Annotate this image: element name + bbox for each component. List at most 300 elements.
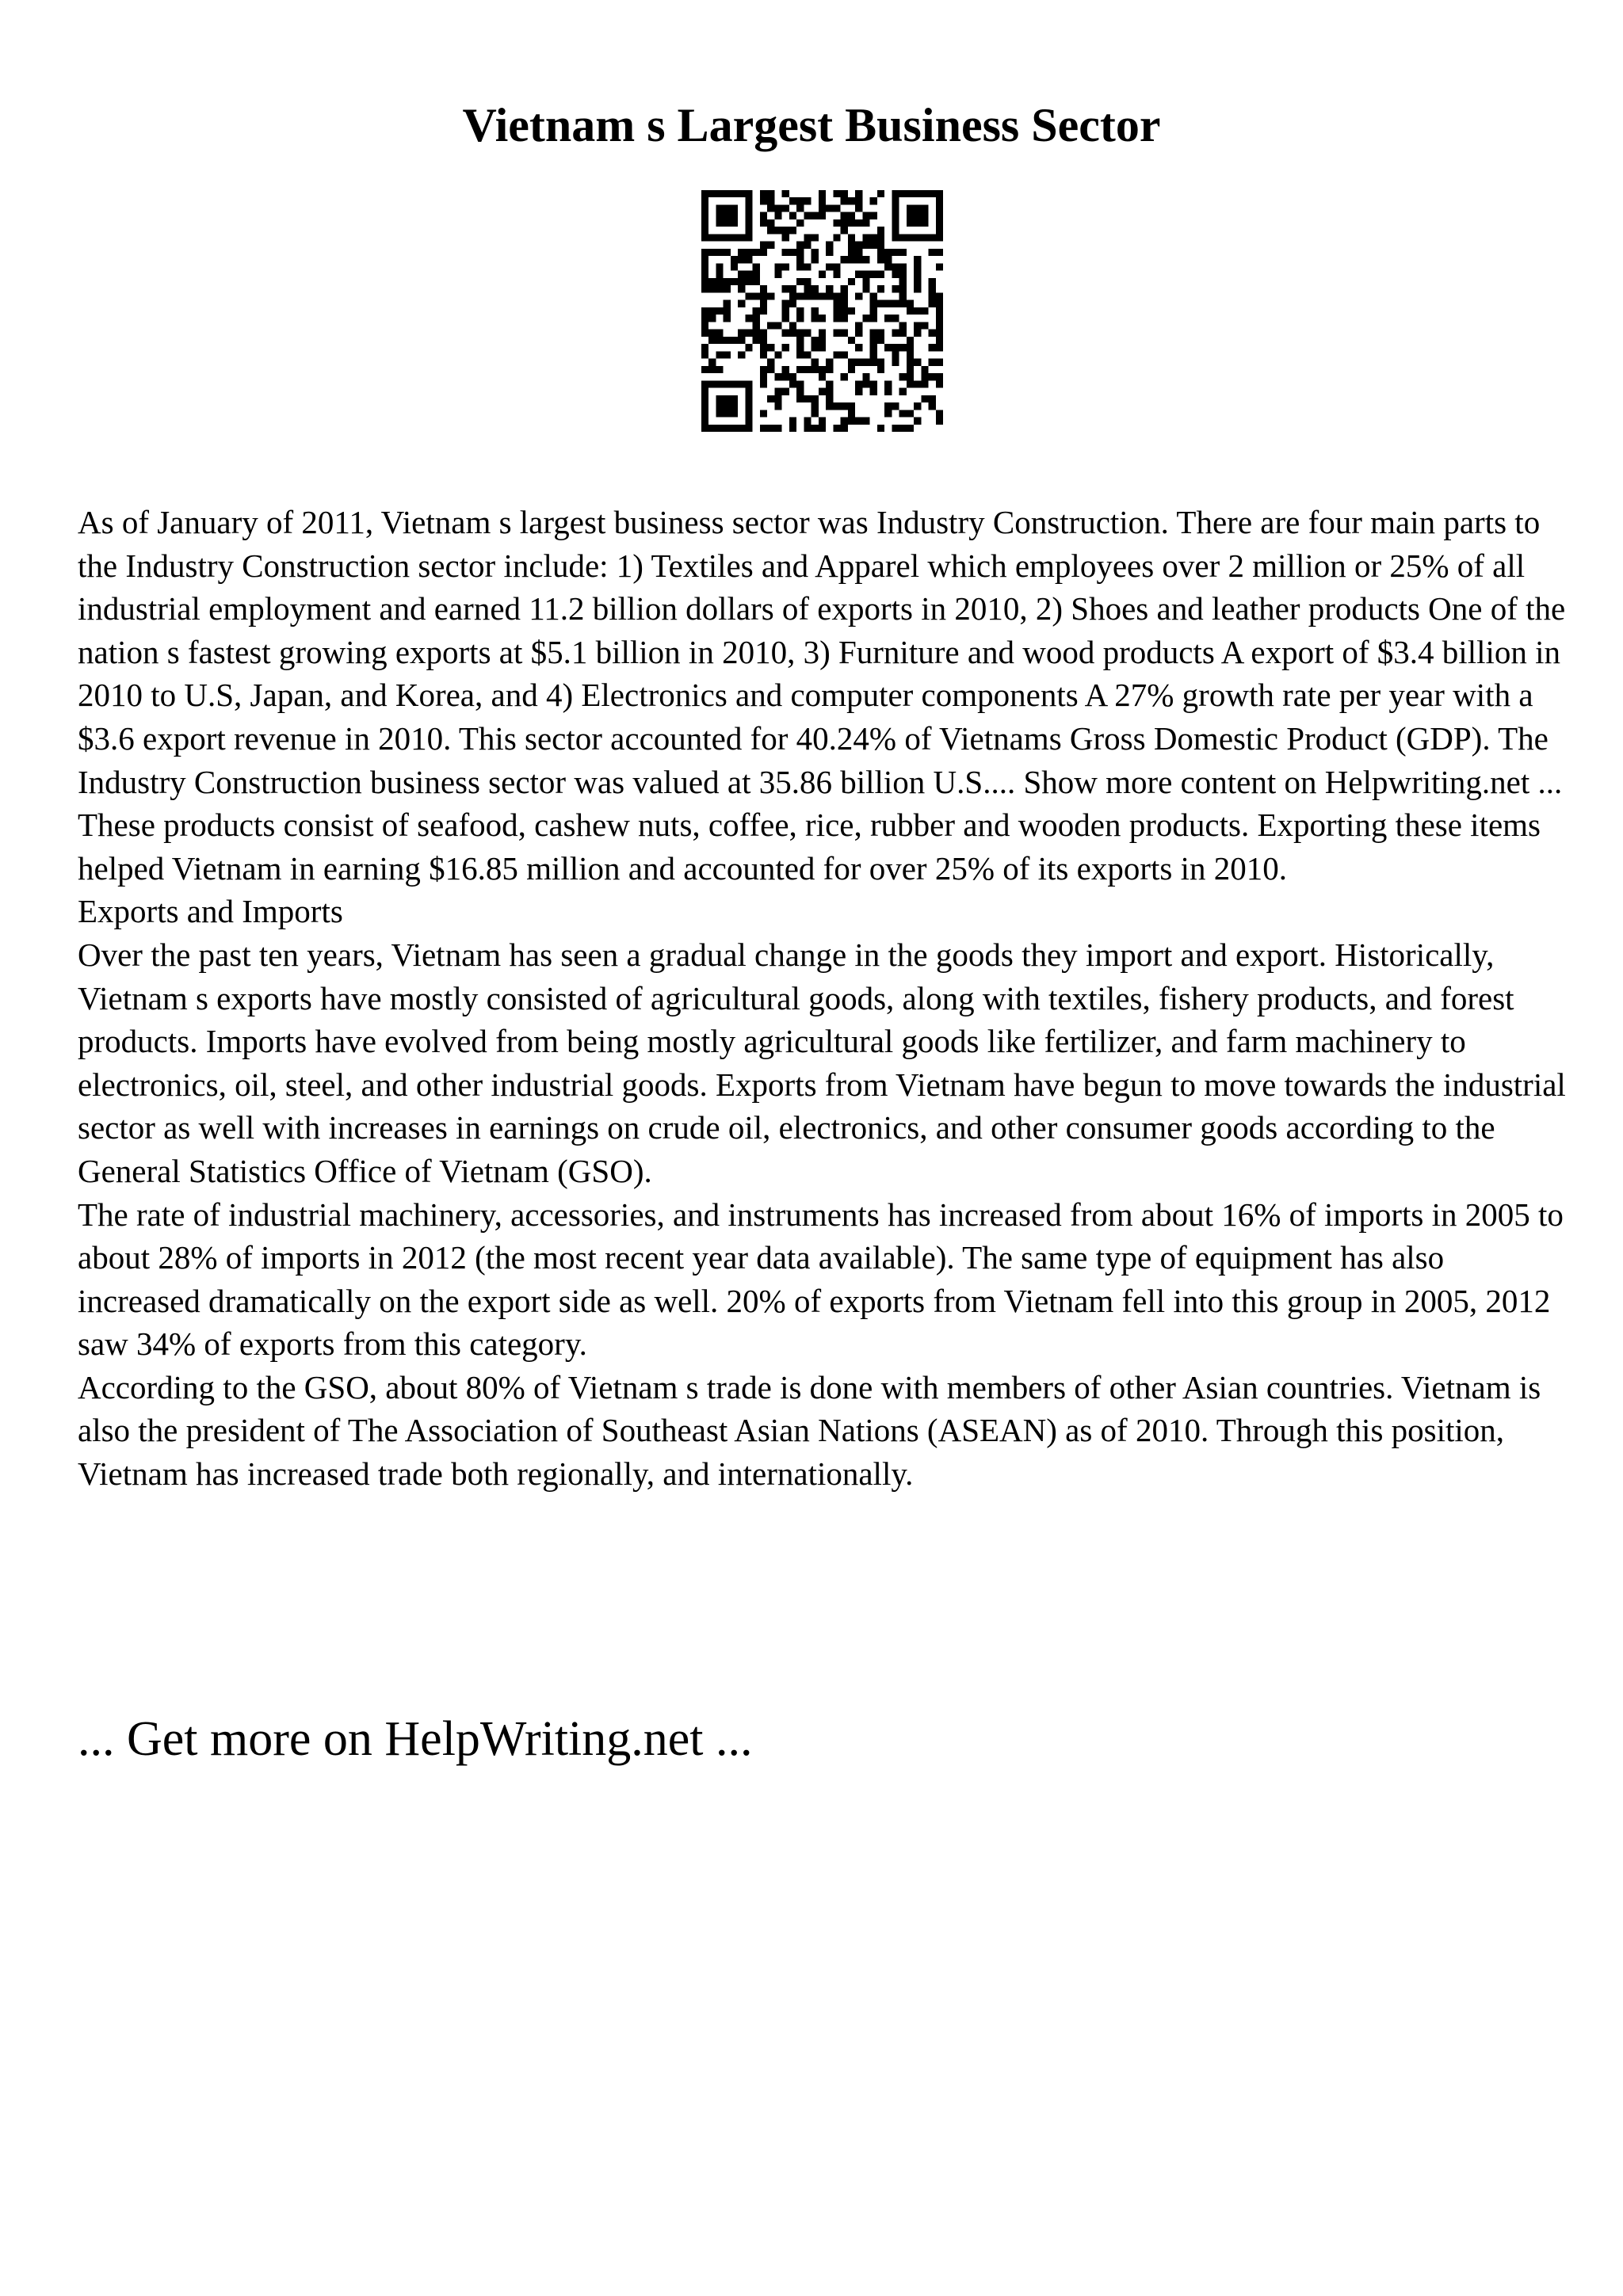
qr-module <box>708 285 716 292</box>
qr-module <box>716 307 723 315</box>
qr-module <box>921 234 928 241</box>
qr-module <box>731 204 738 212</box>
qr-module <box>796 256 804 263</box>
qr-module <box>745 292 752 299</box>
qr-module <box>745 315 752 322</box>
qr-module <box>892 227 899 234</box>
qr-module <box>892 300 899 307</box>
qr-module <box>929 359 936 366</box>
qr-module <box>708 249 716 256</box>
qr-module <box>745 425 752 432</box>
qr-module <box>877 242 884 249</box>
qr-module <box>819 344 826 351</box>
qr-module <box>796 344 804 351</box>
qr-module <box>782 388 789 395</box>
qr-module <box>877 285 884 292</box>
qr-module <box>745 249 752 256</box>
qr-module <box>870 359 877 366</box>
qr-module <box>862 242 869 249</box>
qr-module <box>833 292 840 299</box>
qr-module <box>826 366 833 373</box>
qr-module <box>731 425 738 432</box>
qr-module <box>892 271 899 278</box>
qr-module <box>724 315 731 322</box>
qr-module <box>767 197 774 204</box>
qr-module <box>826 395 833 402</box>
qr-module <box>701 344 708 351</box>
qr-module <box>804 425 811 432</box>
qr-module <box>877 227 884 234</box>
qr-module <box>929 395 936 402</box>
qr-module <box>767 425 774 432</box>
qr-module <box>870 197 877 204</box>
page-title: Vietnam s Largest Business Sector <box>462 99 1161 151</box>
qr-module <box>789 249 796 256</box>
qr-module <box>907 234 914 241</box>
qr-module <box>782 227 789 234</box>
qr-module <box>701 204 708 212</box>
qr-module <box>796 366 804 373</box>
qr-module <box>848 249 855 256</box>
qr-module <box>929 249 936 256</box>
qr-module <box>782 373 789 380</box>
qr-module <box>701 380 708 387</box>
qr-module <box>907 190 914 197</box>
qr-module <box>708 337 716 344</box>
qr-module <box>812 307 819 315</box>
qr-module <box>936 344 943 351</box>
qr-module <box>921 219 928 227</box>
qr-module <box>782 344 789 351</box>
qr-module <box>796 307 804 315</box>
qr-module <box>701 366 708 373</box>
qr-module <box>877 256 884 263</box>
qr-module <box>738 285 745 292</box>
qr-module <box>899 410 907 417</box>
qr-module <box>892 285 899 292</box>
qr-module <box>760 380 767 387</box>
qr-module <box>701 330 708 337</box>
qr-module <box>833 190 840 197</box>
qr-module <box>826 249 833 256</box>
qr-module <box>833 300 840 307</box>
qr-module <box>936 300 943 307</box>
qr-module <box>753 322 760 329</box>
qr-module <box>921 322 928 329</box>
qr-module <box>753 263 760 270</box>
qr-module <box>870 315 877 322</box>
qr-module <box>731 212 738 219</box>
qr-module <box>745 410 752 417</box>
qr-module <box>738 234 745 241</box>
qr-module <box>701 197 708 204</box>
qr-module <box>899 425 907 432</box>
qr-module <box>892 330 899 337</box>
qr-module <box>708 307 716 315</box>
qr-module <box>767 292 774 299</box>
qr-module <box>804 292 811 299</box>
qr-module <box>855 344 862 351</box>
qr-module <box>862 418 869 425</box>
qr-module <box>701 234 708 241</box>
qr-module <box>753 271 760 278</box>
qr-module <box>812 425 819 432</box>
qr-module <box>767 359 774 366</box>
qr-module <box>819 190 826 197</box>
qr-module <box>936 219 943 227</box>
qr-module <box>796 197 804 204</box>
qr-module <box>914 285 921 292</box>
qr-module <box>841 256 848 263</box>
qr-module <box>708 190 716 197</box>
qr-module <box>812 292 819 299</box>
paragraph-products: These products consist of seafood, cashew nuts, coffee, rice, rubber and wooden products. Exporting these items helped Vietnam in earning $16.85 million and accounted for over 25% of its exports in 2010. <box>78 807 1541 887</box>
qr-module <box>892 425 899 432</box>
qr-module <box>855 249 862 256</box>
qr-module <box>907 204 914 212</box>
article-body <box>78 501 1568 1496</box>
qr-module <box>862 315 869 322</box>
qr-module <box>855 388 862 395</box>
qr-module <box>774 388 781 395</box>
qr-module <box>789 300 796 307</box>
qr-module <box>760 425 767 432</box>
qr-module <box>833 402 840 410</box>
qr-module <box>929 278 936 285</box>
qr-module <box>789 425 796 432</box>
qr-module <box>789 285 796 292</box>
qr-module <box>848 212 855 219</box>
qr-module <box>929 285 936 292</box>
qr-module <box>862 359 869 366</box>
qr-module <box>877 366 884 373</box>
qr-module <box>796 242 804 249</box>
qr-module <box>812 234 819 241</box>
qr-module <box>796 204 804 212</box>
qr-module <box>877 249 884 256</box>
qr-code-graphic <box>701 190 943 432</box>
qr-module <box>841 425 848 432</box>
qr-module <box>701 278 708 285</box>
qr-module <box>760 212 767 219</box>
qr-module <box>804 263 811 270</box>
qr-module <box>753 330 760 337</box>
qr-module <box>914 212 921 219</box>
qr-module <box>716 337 723 344</box>
qr-module <box>914 359 921 366</box>
qr-module <box>789 292 796 299</box>
qr-module <box>724 212 731 219</box>
qr-module <box>848 307 855 315</box>
qr-module <box>731 190 738 197</box>
qr-module <box>804 278 811 285</box>
qr-module <box>855 359 862 366</box>
qr-module <box>724 219 731 227</box>
qr-module <box>760 366 767 373</box>
paragraph-intro: As of January of 2011, Vietnam s largest business sector was Industry Construction. There are four main parts to the Industry Construction sector include: 1) Textiles and Apparel which employees over 2 million or 25% of all industrial employment and earned 11.2 billion dollars of exports in 2010, 2) Shoes and leather products One of the nation s fastest growing exports at $5.1 billion in 2010, 3) Furniture and wood products A export of $3.4 billion in 2010 to U.S, Japan, and Korea, and 4) Electronics and computer components A 27% growth rate per year with a $3.6 export revenue in 2010. This sector accounted for 40.24% of Vietnams Gross Domestic Product (GDP). The Industry Construction business sector was valued at 35.86 billion U.S.... Show more content on Helpwriting.net ... <box>78 504 1566 800</box>
qr-module <box>892 197 899 204</box>
qr-module <box>819 425 826 432</box>
qr-module <box>899 285 907 292</box>
qr-module <box>862 271 869 278</box>
qr-module <box>731 395 738 402</box>
qr-module <box>760 197 767 204</box>
qr-module <box>796 278 804 285</box>
qr-module <box>804 197 811 204</box>
qr-module <box>921 380 928 387</box>
qr-module <box>767 219 774 227</box>
qr-module <box>914 418 921 425</box>
qr-module <box>870 380 877 387</box>
qr-module <box>738 278 745 285</box>
qr-module <box>782 307 789 315</box>
qr-module <box>745 190 752 197</box>
qr-module <box>936 410 943 417</box>
qr-module <box>914 322 921 329</box>
qr-module <box>701 418 708 425</box>
qr-module <box>884 344 892 351</box>
qr-module <box>855 380 862 387</box>
qr-module <box>731 402 738 410</box>
qr-module <box>826 285 833 292</box>
qr-module <box>753 292 760 299</box>
qr-module <box>819 337 826 344</box>
qr-module <box>907 337 914 344</box>
qr-module <box>936 380 943 387</box>
qr-module <box>892 234 899 241</box>
qr-module <box>701 425 708 432</box>
qr-module <box>782 300 789 307</box>
qr-module <box>708 234 716 241</box>
qr-module <box>745 204 752 212</box>
qr-module <box>782 190 789 197</box>
qr-module <box>862 256 869 263</box>
qr-module <box>819 366 826 373</box>
qr-module <box>877 337 884 344</box>
get-more-link[interactable]: ... Get more on HelpWriting.net ... <box>78 1712 753 1766</box>
qr-module <box>899 344 907 351</box>
qr-module <box>914 219 921 227</box>
qr-module <box>708 425 716 432</box>
qr-module <box>936 212 943 219</box>
qr-module <box>789 418 796 425</box>
qr-module <box>760 373 767 380</box>
qr-module <box>848 219 855 227</box>
qr-module <box>899 330 907 337</box>
qr-module <box>884 402 892 410</box>
qr-module <box>819 292 826 299</box>
qr-module <box>841 351 848 358</box>
qr-module <box>745 219 752 227</box>
qr-module <box>936 315 943 322</box>
qr-module <box>796 380 804 387</box>
qr-module <box>701 388 708 395</box>
qr-module <box>929 300 936 307</box>
qr-module <box>936 197 943 204</box>
qr-module <box>716 204 723 212</box>
qr-module <box>929 344 936 351</box>
qr-module <box>848 366 855 373</box>
qr-module <box>907 380 914 387</box>
qr-module <box>921 307 928 315</box>
qr-module <box>745 344 752 351</box>
qr-module <box>921 373 928 380</box>
qr-module <box>804 212 811 219</box>
qr-module <box>870 351 877 358</box>
qr-module <box>812 249 819 256</box>
qr-module <box>738 190 745 197</box>
qr-module <box>833 330 840 337</box>
qr-module <box>789 197 796 204</box>
qr-module <box>812 395 819 402</box>
qr-module <box>936 307 943 315</box>
qr-module <box>855 190 862 197</box>
qr-module <box>914 271 921 278</box>
qr-module <box>914 380 921 387</box>
qr-module <box>804 285 811 292</box>
qr-module <box>760 330 767 337</box>
qr-module <box>724 402 731 410</box>
qr-module <box>731 263 738 270</box>
qr-module <box>833 271 840 278</box>
qr-module <box>701 219 708 227</box>
qr-module <box>914 278 921 285</box>
qr-module <box>899 263 907 270</box>
qr-module <box>716 285 723 292</box>
qr-module <box>708 366 716 373</box>
qr-module <box>724 337 731 344</box>
qr-module <box>826 380 833 387</box>
qr-module <box>870 330 877 337</box>
qr-module <box>884 315 892 322</box>
qr-module <box>716 425 723 432</box>
qr-module <box>848 402 855 410</box>
qr-module <box>862 278 869 285</box>
qr-module <box>701 402 708 410</box>
qr-module <box>812 344 819 351</box>
qr-module <box>724 190 731 197</box>
section-heading-exports-imports: Exports and Imports <box>78 893 343 930</box>
qr-module <box>892 204 899 212</box>
qr-module <box>914 263 921 270</box>
qr-module <box>833 234 840 241</box>
paragraph-machinery: The rate of industrial machinery, accessories, and instruments has increased from about 16% of imports in 2005 to about 28% of imports in 2012 (the most recent year data available). The same type of equipment has also increased dramatically on the export side as well. 20% of exports from Vietnam fell into this group in 2005, 2012 saw 34% of exports from this category. <box>78 1196 1564 1363</box>
qr-module <box>914 330 921 337</box>
qr-module <box>812 410 819 417</box>
qr-module <box>701 410 708 417</box>
qr-module <box>921 395 928 402</box>
qr-module <box>774 395 781 402</box>
qr-module <box>914 190 921 197</box>
qr-module <box>796 388 804 395</box>
qr-module <box>841 402 848 410</box>
qr-module <box>826 402 833 410</box>
qr-module <box>921 190 928 197</box>
qr-module <box>731 219 738 227</box>
qr-module <box>892 249 899 256</box>
qr-module <box>716 190 723 197</box>
qr-module <box>870 242 877 249</box>
qr-module <box>855 330 862 337</box>
qr-module <box>936 292 943 299</box>
qr-module <box>789 373 796 380</box>
qr-module <box>774 322 781 329</box>
qr-module <box>936 227 943 234</box>
qr-module <box>708 380 716 387</box>
qr-module <box>877 271 884 278</box>
qr-module <box>826 292 833 299</box>
qr-module <box>796 315 804 322</box>
qr-module <box>929 190 936 197</box>
qr-module <box>841 373 848 380</box>
qr-module <box>731 380 738 387</box>
qr-module <box>841 292 848 299</box>
qr-module <box>767 344 774 351</box>
qr-module <box>796 249 804 256</box>
qr-module <box>936 337 943 344</box>
qr-module <box>921 366 928 373</box>
qr-module <box>701 307 708 315</box>
qr-module <box>870 234 877 241</box>
qr-module <box>899 234 907 241</box>
qr-module <box>855 197 862 204</box>
qr-module <box>796 292 804 299</box>
qr-module <box>738 351 745 358</box>
qr-module <box>724 351 731 358</box>
qr-module <box>833 425 840 432</box>
qr-module <box>826 388 833 395</box>
qr-module <box>724 307 731 315</box>
qr-module <box>899 271 907 278</box>
qr-module <box>907 307 914 315</box>
qr-module <box>841 285 848 292</box>
qr-module <box>841 300 848 307</box>
qr-module <box>767 227 774 234</box>
qr-module <box>745 256 752 263</box>
qr-module <box>708 330 716 337</box>
qr-module <box>892 351 899 358</box>
qr-module <box>907 425 914 432</box>
qr-module <box>804 351 811 358</box>
qr-module <box>841 219 848 227</box>
qr-module <box>753 307 760 315</box>
qr-module <box>796 219 804 227</box>
qr-module <box>826 204 833 212</box>
qr-module <box>899 322 907 329</box>
qr-module <box>760 219 767 227</box>
qr-module <box>907 359 914 366</box>
qr-module <box>716 263 723 270</box>
qr-module <box>760 344 767 351</box>
qr-module <box>745 418 752 425</box>
qr-module <box>767 366 774 373</box>
qr-module <box>760 337 767 344</box>
qr-module <box>833 219 840 227</box>
qr-module <box>812 315 819 322</box>
qr-module <box>907 366 914 373</box>
qr-module <box>716 410 723 417</box>
qr-module <box>767 190 774 197</box>
qr-module <box>812 402 819 410</box>
qr-module <box>884 388 892 395</box>
qr-module <box>907 344 914 351</box>
qr-module <box>892 219 899 227</box>
qr-module <box>929 292 936 299</box>
qr-module <box>716 278 723 285</box>
qr-module <box>745 234 752 241</box>
qr-module <box>848 418 855 425</box>
qr-module <box>884 380 892 387</box>
